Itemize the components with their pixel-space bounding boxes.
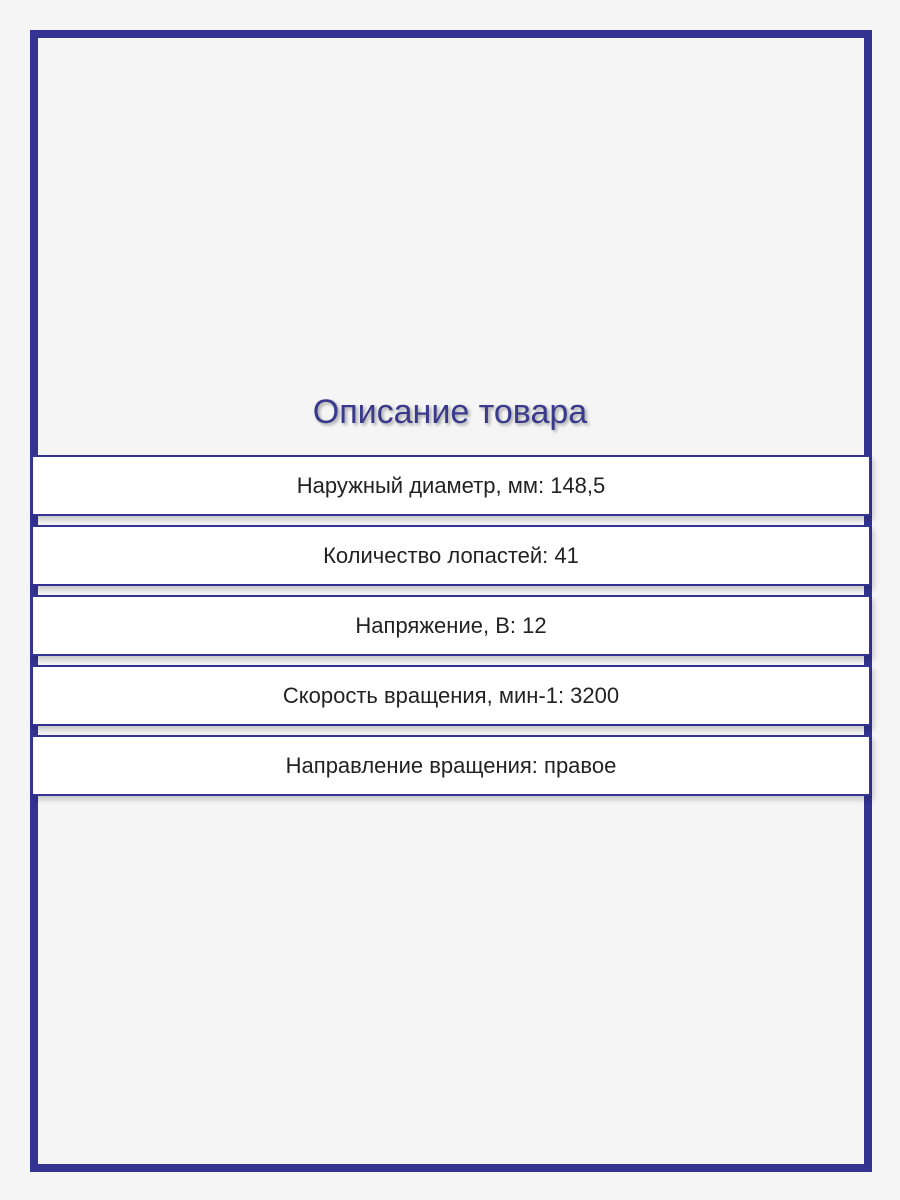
spec-voltage: Напряжение, В: 12 bbox=[31, 595, 871, 656]
spec-outer-diameter: Наружный диаметр, мм: 148,5 bbox=[31, 455, 871, 516]
page-title: Описание товара bbox=[312, 393, 588, 431]
specs-list bbox=[31, 455, 871, 805]
spec-rotation-direction: Направление вращения: правое bbox=[31, 735, 871, 796]
spec-blade-count: Количество лопастей: 41 bbox=[31, 525, 871, 586]
spec-rotation-speed: Скорость вращения, мин-1: 3200 bbox=[31, 665, 871, 726]
